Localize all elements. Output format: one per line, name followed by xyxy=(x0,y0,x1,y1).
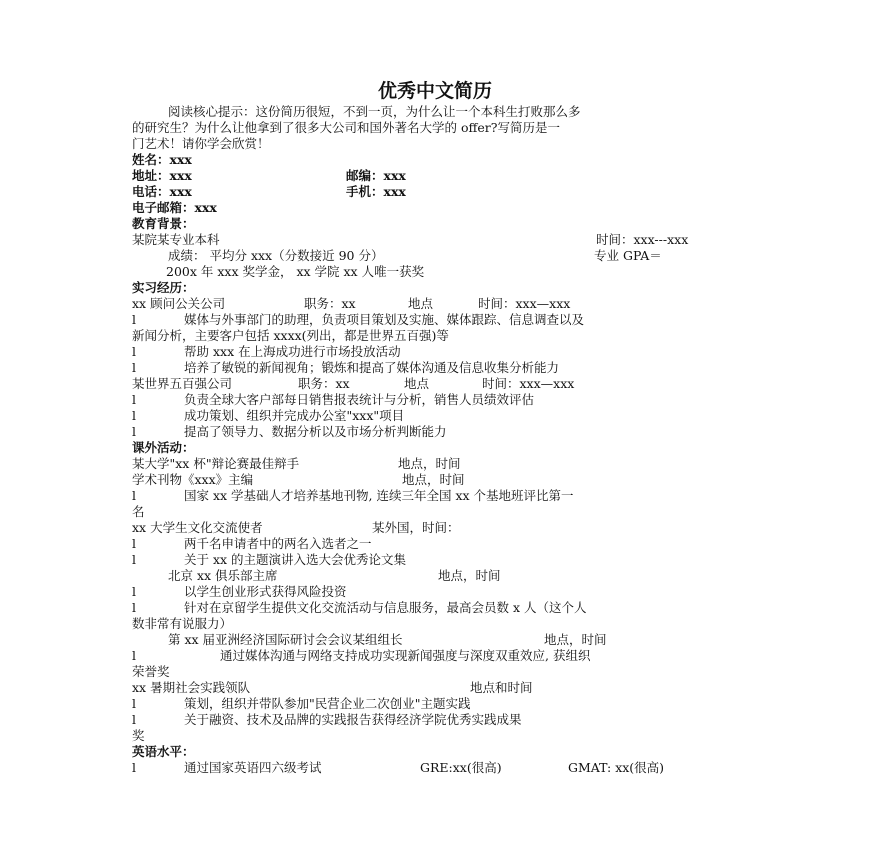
education-award: 200x 年 xxx 奖学金， xx 学院 xx 人唯一获奖 xyxy=(166,264,425,279)
gmat-score: GMAT: xx(很高) xyxy=(568,760,665,775)
job2-time: 时间：xxx—xxx xyxy=(482,376,575,391)
zip-field: 邮编：xxx xyxy=(346,168,406,183)
list-item xyxy=(132,552,406,568)
bullet-marker: l xyxy=(132,600,136,615)
activity-1: 某大学"xx 杯"辩论赛最佳辩手 xyxy=(132,456,300,471)
activity-4: 北京 xx 俱乐部主席 xyxy=(168,568,278,583)
mobile-field: 手机：xxx xyxy=(346,184,406,199)
list-item-text: 成功策划、组织并完成办公室"xxx"项目 xyxy=(184,408,405,423)
list-item xyxy=(132,424,447,440)
bullet-marker: l xyxy=(132,536,136,551)
list-item xyxy=(132,392,534,408)
intro-line-3: 门艺术！请你学会欣赏！ xyxy=(132,136,270,151)
email-field: 电子邮箱：xxx xyxy=(132,200,217,215)
list-item-text: 负责全球大客户部每日销售报表统计与分析，销售人员绩效评估 xyxy=(184,392,535,407)
bullet-marker: l xyxy=(132,488,136,503)
list-item-text: 关于 xx 的主题演讲入选大会优秀论文集 xyxy=(184,552,407,567)
name-field: 姓名：xxx xyxy=(132,152,192,167)
intro-line-2: 的研究生？为什么让他拿到了很多大公司和国外著名大学的 offer?写简历是一 xyxy=(132,120,560,135)
list-item-text: 关于融资、技术及品牌的实践报告获得经济学院优秀实践成果 xyxy=(184,712,522,727)
list-item-text: 媒体与外事部门的助理，负责项目策划及实施、媒体跟踪、信息调查以及 xyxy=(184,312,585,327)
list-item-continuation: 名 xyxy=(132,504,145,519)
list-item xyxy=(132,696,471,712)
list-item-continuation: 新闻分析，主要客户包括 xxxx(列出，都是世界五百强)等 xyxy=(132,328,449,343)
job2-company: 某世界五百强公司 xyxy=(132,376,233,391)
bullet-marker: l xyxy=(132,392,136,407)
phone-field: 电话：xxx xyxy=(132,184,192,199)
job1-place: 地点 xyxy=(408,296,434,311)
address-field: 地址：xxx xyxy=(132,168,192,183)
activity-5: 第 xx 届亚洲经济国际研讨会会议某组组长 xyxy=(168,632,403,647)
list-item-continuation: 数非常有说服力） xyxy=(132,616,233,631)
education-heading: 教育背景： xyxy=(132,216,195,231)
bullet-marker: l xyxy=(132,648,136,663)
internship-heading: 实习经历： xyxy=(132,280,195,295)
list-item xyxy=(132,408,404,424)
list-item-text: 两千名申请者中的两名入选者之一 xyxy=(184,536,372,551)
bullet-marker: l xyxy=(132,552,136,567)
activity-2: 学术刊物《xxx》主编 xyxy=(132,472,254,487)
list-item-text: 提高了领导力、数据分析以及市场分析判断能力 xyxy=(184,424,447,439)
job1-time: 时间：xxx—xxx xyxy=(478,296,571,311)
list-item-text: 策划，组织并带队参加"民营企业二次创业"主题实践 xyxy=(184,696,471,711)
list-item xyxy=(132,312,584,328)
list-item-continuation: 奖 xyxy=(132,728,145,743)
activity-3: xx 大学生文化交流使者 xyxy=(132,520,263,535)
list-item-text: 培养了敏锐的新闻视角；锻炼和提高了媒体沟通及信息收集分析能力 xyxy=(184,360,560,375)
gre-score: GRE:xx(很高) xyxy=(420,760,502,775)
list-item xyxy=(132,584,347,600)
english-heading: 英语水平： xyxy=(132,744,195,759)
bullet-marker: l xyxy=(132,712,136,727)
intro-line-1: 阅读核心提示：这份简历很短，不到一页，为什么让一个本科生打败那么多 xyxy=(168,104,581,119)
bullet-marker: l xyxy=(132,424,136,439)
list-item-text: 通过媒体沟通与网络支持成功实现新闻强度与深度双重效应, 获组织 xyxy=(220,648,591,663)
list-item xyxy=(132,712,522,728)
activity-2-place: 地点，时间 xyxy=(402,472,465,487)
list-item xyxy=(132,760,322,776)
list-item xyxy=(132,360,559,376)
bullet-marker: l xyxy=(132,584,136,599)
education-time: 时间：xxx---xxx xyxy=(596,232,689,247)
bullet-marker: l xyxy=(132,408,136,423)
job2-role: 职务：xx xyxy=(298,376,350,391)
list-item-text: 国家 xx 学基础人才培养基地刊物, 连续三年全国 xx 个基地班评比第一 xyxy=(184,488,574,503)
job1-company: xx 顾问公关公司 xyxy=(132,296,226,311)
education-gpa: 专业 GPA＝ xyxy=(594,248,662,263)
activity-6: xx 暑期社会实践领队 xyxy=(132,680,251,695)
activity-3-place: 某外国，时间： xyxy=(372,520,460,535)
education-grade: 成绩： 平均分 xxx（分数接近 90 分） xyxy=(168,248,384,263)
list-item-text: 以学生创业形式获得风险投资 xyxy=(184,584,347,599)
list-item xyxy=(132,648,590,664)
bullet-marker: l xyxy=(132,696,136,711)
page-title: 优秀中文简历 xyxy=(377,80,492,102)
list-item-text: 帮助 xxx 在上海成功进行市场投放活动 xyxy=(184,344,401,359)
list-item-text: 针对在京留学生提供文化交流活动与信息服务，最高会员数 x 人（这个人 xyxy=(184,600,587,615)
activity-1-place: 地点，时间 xyxy=(398,456,461,471)
job2-place: 地点 xyxy=(404,376,430,391)
list-item xyxy=(132,536,372,552)
activity-4-place: 地点，时间 xyxy=(438,568,501,583)
list-item xyxy=(132,488,574,504)
list-item xyxy=(132,600,587,616)
job1-role: 职务：xx xyxy=(304,296,356,311)
bullet-marker: l xyxy=(132,360,136,375)
list-item-text: 通过国家英语四六级考试 xyxy=(184,760,322,775)
bullet-marker: l xyxy=(132,760,136,775)
activity-6-place: 地点和时间 xyxy=(470,680,533,695)
education-school: 某院某专业本科 xyxy=(132,232,220,247)
list-item xyxy=(132,344,401,360)
activities-heading: 课外活动： xyxy=(132,440,195,455)
bullet-marker: l xyxy=(132,344,136,359)
bullet-marker: l xyxy=(132,312,136,327)
list-item-continuation: 荣誉奖 xyxy=(132,664,170,679)
activity-5-place: 地点，时间 xyxy=(544,632,607,647)
